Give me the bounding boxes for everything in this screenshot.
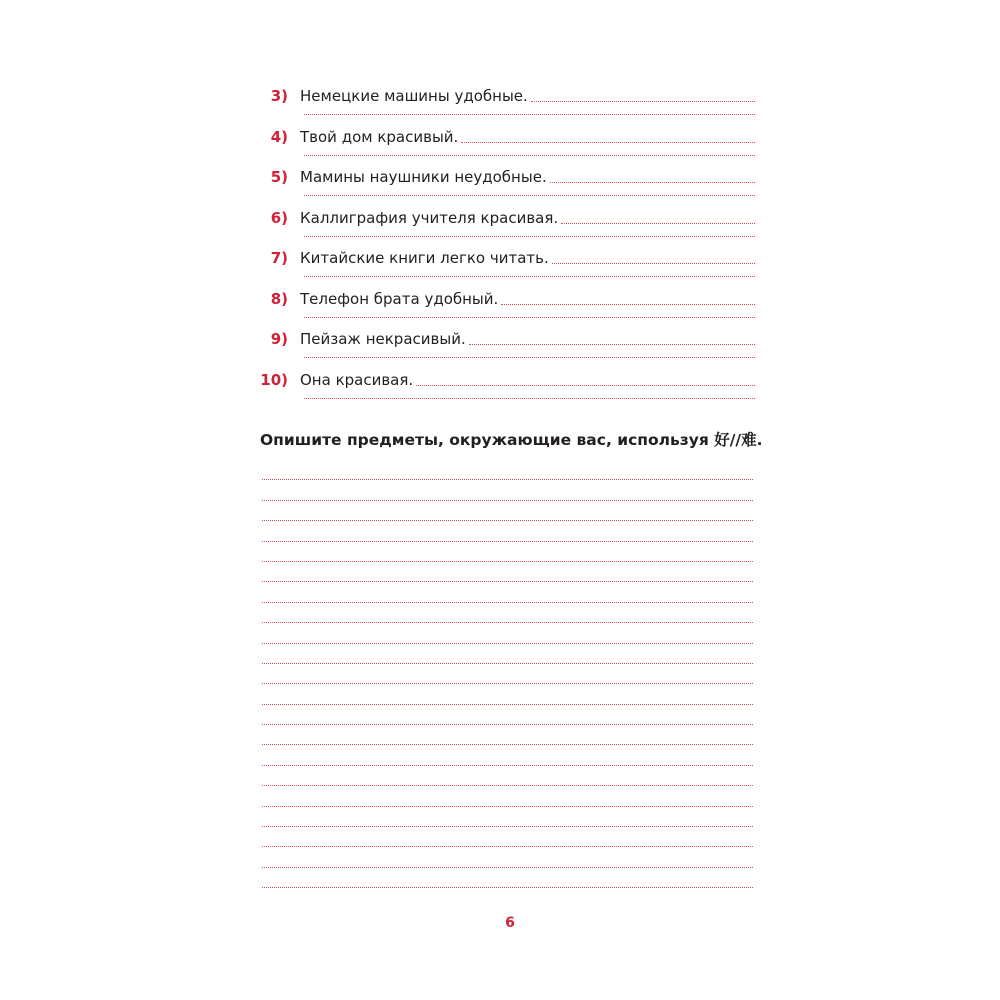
writing-line[interactable] — [262, 705, 753, 725]
item-sentence: Твой дом красивый. — [300, 127, 459, 146]
item-number: 9) — [270, 330, 288, 348]
answer-line[interactable] — [304, 276, 755, 277]
item-number: 7) — [270, 249, 288, 267]
writing-line[interactable] — [262, 623, 753, 643]
page-number: 6 — [505, 915, 515, 931]
item-number: 4) — [270, 127, 288, 146]
exercise-list — [255, 84, 755, 408]
writing-line[interactable] — [262, 480, 753, 500]
dotted-leader — [416, 368, 755, 386]
item-sentence: Она красивая. — [300, 370, 414, 389]
item-sentence: Немецкие машины удобные. — [300, 87, 528, 105]
answer-line[interactable] — [304, 195, 755, 196]
item-number: 10) — [260, 370, 288, 389]
writing-area[interactable] — [262, 460, 753, 888]
writing-line[interactable] — [262, 501, 753, 521]
item-sentence-line[interactable] — [300, 165, 755, 189]
answer-line[interactable] — [304, 317, 755, 318]
answer-line[interactable] — [304, 236, 755, 237]
writing-line[interactable] — [262, 542, 753, 562]
writing-line[interactable] — [262, 868, 753, 888]
writing-line[interactable] — [262, 664, 753, 684]
dotted-leader — [550, 165, 755, 183]
exercise-item — [255, 206, 755, 247]
writing-line[interactable] — [262, 521, 753, 541]
exercise-item — [255, 287, 755, 328]
task-heading: Опишите предметы, окружающие вас, используя 好//难. — [260, 431, 763, 449]
answer-line[interactable] — [304, 114, 755, 115]
dotted-leader — [552, 246, 755, 264]
answer-line[interactable] — [304, 398, 755, 399]
writing-line[interactable] — [262, 603, 753, 623]
writing-line[interactable] — [262, 460, 753, 480]
writing-line[interactable] — [262, 745, 753, 765]
item-sentence-line[interactable] — [300, 84, 755, 108]
item-number: 5) — [270, 168, 288, 186]
item-sentence: Пейзаж некрасивый. — [300, 330, 466, 348]
writing-line[interactable] — [262, 827, 753, 847]
item-sentence-line[interactable] — [300, 125, 755, 149]
writing-line[interactable] — [262, 582, 753, 602]
item-sentence: Китайские книги легко читать. — [300, 249, 549, 267]
exercise-item — [255, 165, 755, 206]
writing-line[interactable] — [262, 644, 753, 664]
writing-line[interactable] — [262, 725, 753, 745]
item-sentence-line[interactable] — [300, 287, 755, 311]
exercise-item — [255, 246, 755, 287]
exercise-item — [255, 84, 755, 125]
item-sentence: Телефон брата удобный. — [300, 289, 499, 308]
writing-line[interactable] — [262, 684, 753, 704]
answer-line[interactable] — [304, 357, 755, 358]
writing-line[interactable] — [262, 766, 753, 786]
exercise-item — [255, 327, 755, 368]
exercise-item — [255, 125, 755, 166]
writing-line[interactable] — [262, 847, 753, 867]
writing-line[interactable] — [262, 807, 753, 827]
dotted-leader — [561, 206, 755, 224]
item-number: 8) — [270, 289, 288, 308]
dotted-leader — [461, 125, 755, 143]
exercise-item — [255, 368, 755, 409]
dotted-leader — [501, 287, 755, 305]
item-sentence: Мамины наушники неудобные. — [300, 168, 547, 186]
writing-line[interactable] — [262, 786, 753, 806]
item-number: 3) — [270, 87, 288, 105]
answer-line[interactable] — [304, 155, 755, 156]
item-sentence-line[interactable] — [300, 206, 755, 230]
item-sentence-line[interactable] — [300, 327, 755, 351]
dotted-leader — [469, 327, 755, 345]
dotted-leader — [531, 84, 755, 102]
item-number: 6) — [270, 208, 288, 227]
item-sentence-line[interactable] — [300, 368, 755, 392]
item-sentence: Каллиграфия учителя красивая. — [300, 208, 559, 227]
item-sentence-line[interactable] — [300, 246, 755, 270]
writing-line[interactable] — [262, 562, 753, 582]
